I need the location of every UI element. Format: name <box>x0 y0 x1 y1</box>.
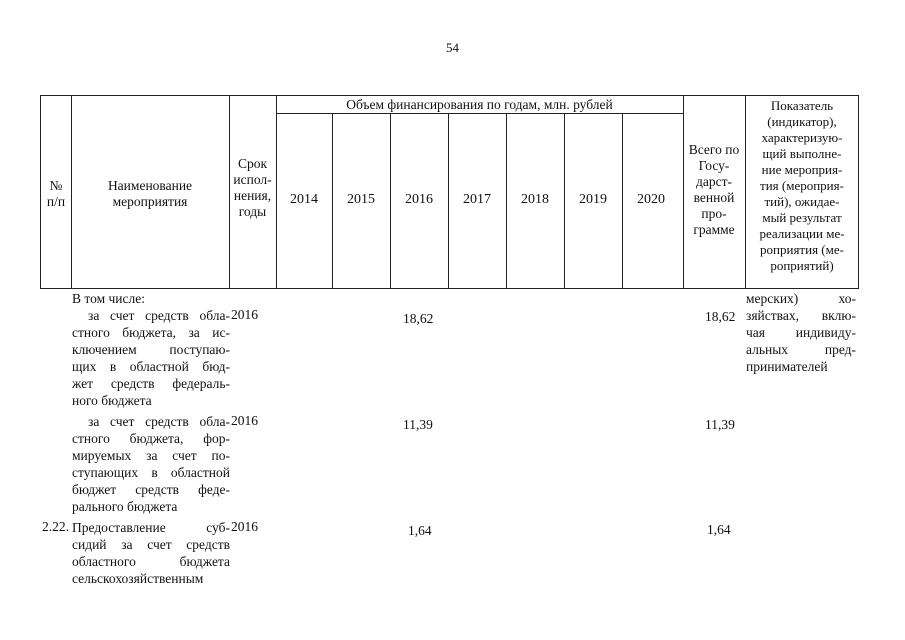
row3-total: 1,64 <box>707 522 731 537</box>
header-term: Срок испол- нения, годы <box>233 156 272 219</box>
row2-term: 2016 <box>231 413 258 428</box>
row1-term: 2016 <box>231 307 258 322</box>
year-2017: 2017 <box>463 192 491 207</box>
row1-2016: 18,62 <box>403 311 434 326</box>
in-total-label: В том числе: <box>72 291 145 306</box>
row1-indicator: мерских) хо- зяйствах, вклю- чая индивиду- альных пред- принимателей <box>746 291 856 374</box>
row2-name: за счет средств обла- стного бюджета, фор- мируемых за счет по- ступающих в областной бюджет средств феде- рального бюджета <box>72 414 230 514</box>
year-2019: 2019 <box>579 192 607 207</box>
year-2016: 2016 <box>405 192 433 207</box>
row3-term: 2016 <box>231 519 258 534</box>
header-indicator: Показатель (индикатор), характеризую- щий выполне- ние мероприя- тия (мероприя- тий), ожидае- мый результат реализации ме- роприятия (ме- роприятий) <box>759 98 845 273</box>
header-name: Наименование мероприятия <box>107 178 193 209</box>
year-2014: 2014 <box>290 192 318 207</box>
row1-name: за счет средств обла- стного бюджета, за ис- ключением поступаю- щих в областной бюд- жет средств федераль- ного бюджета <box>72 308 230 408</box>
year-2018: 2018 <box>521 192 549 207</box>
row1-total: 18,62 <box>705 309 736 324</box>
year-2015: 2015 <box>347 192 375 207</box>
row3-name: Предоставление суб- сидий за счет средств областного бюджета сельскохозяйственным <box>72 520 230 586</box>
header-number: № п/п <box>46 178 66 209</box>
page-number: 54 <box>446 40 459 55</box>
row3-2016: 1,64 <box>408 523 432 538</box>
header-total: Всего по Госу- дарст- венной про- грамме <box>688 142 740 237</box>
row2-total: 11,39 <box>705 417 735 432</box>
row2-2016: 11,39 <box>403 417 433 432</box>
row3-number: 2.22. <box>42 519 69 534</box>
year-2020: 2020 <box>637 192 665 207</box>
header-funding: Объем финансирования по годам, млн. рублей <box>346 97 613 112</box>
